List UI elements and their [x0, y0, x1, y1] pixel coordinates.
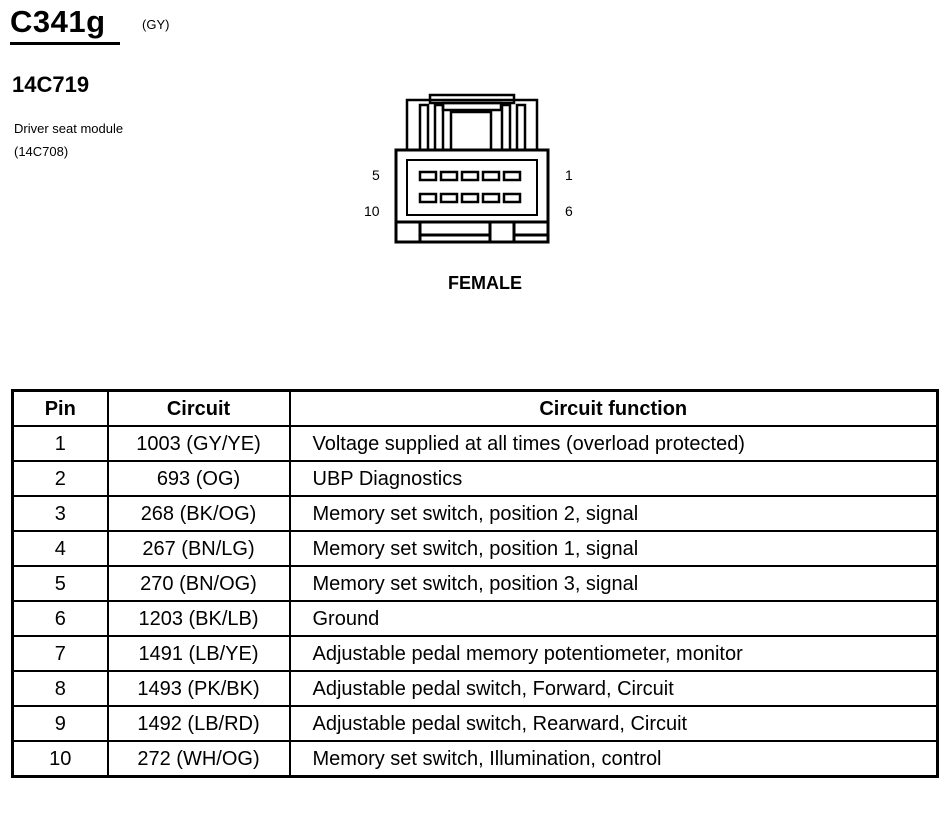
- circuit-id: 1492 (LB/RD): [108, 706, 290, 741]
- circuit-function: Memory set switch, position 3, signal: [290, 566, 938, 601]
- connector-gender-label: FEMALE: [448, 273, 522, 293]
- circuit-id: 1493 (PK/BK): [108, 671, 290, 706]
- table-row: [13, 636, 938, 671]
- circuit-function: Memory set switch, Illumination, control: [290, 741, 938, 777]
- table-row: [13, 426, 938, 461]
- pin-number: 8: [13, 671, 108, 706]
- circuit-function: Memory set switch, position 2, signal: [290, 496, 938, 531]
- circuit-function: Adjustable pedal memory potentiometer, monitor: [290, 636, 938, 671]
- pin-label-top-right: 1: [565, 167, 573, 183]
- pin-number: 7: [13, 636, 108, 671]
- pin-number: 4: [13, 531, 108, 566]
- table-row: [13, 496, 938, 531]
- pin-cavity: [504, 194, 520, 202]
- circuit-function: UBP Diagnostics: [290, 461, 938, 496]
- pin-cavity: [504, 172, 520, 180]
- header-pin: Pin: [13, 391, 108, 427]
- connector-id-underline: [10, 42, 120, 45]
- pin-cavity: [483, 172, 499, 180]
- pin-cavity: [483, 194, 499, 202]
- pin-cavity: [420, 172, 436, 180]
- circuit-id: 267 (BN/LG): [108, 531, 290, 566]
- table-row: [13, 671, 938, 706]
- circuit-function: Adjustable pedal switch, Forward, Circuit: [290, 671, 938, 706]
- table-row: [13, 461, 938, 496]
- pin-cavities: [420, 172, 520, 202]
- pin-cavity: [420, 194, 436, 202]
- module-name: Driver seat module: [14, 121, 124, 136]
- pin-label-bottom-right: 6: [565, 203, 573, 219]
- pin-number: 10: [13, 741, 108, 777]
- table-row: [13, 566, 938, 601]
- header-circuit: Circuit: [108, 391, 290, 427]
- connector-face-diagram: [350, 90, 600, 250]
- circuit-id: 693 (OG): [108, 461, 290, 496]
- table-row: [13, 601, 938, 636]
- circuit-function: Memory set switch, position 1, signal: [290, 531, 938, 566]
- circuit-function: Adjustable pedal switch, Rearward, Circuit: [290, 706, 938, 741]
- pin-label-top-left: 5: [372, 167, 380, 183]
- circuit-id: 272 (WH/OG): [108, 741, 290, 777]
- pin-assignment-table: [11, 389, 939, 778]
- pin-cavity: [462, 194, 478, 202]
- pin-number: 1: [13, 426, 108, 461]
- circuit-function: Voltage supplied at all times (overload protected): [290, 426, 938, 461]
- pin-label-bottom-left: 10: [364, 203, 380, 219]
- circuit-function: Ground: [290, 601, 938, 636]
- circuit-id: 270 (BN/OG): [108, 566, 290, 601]
- connector-id: C341g: [10, 4, 106, 39]
- connector-color: (GY): [142, 17, 170, 32]
- circuit-id: 268 (BK/OG): [108, 496, 290, 531]
- circuit-id: 1203 (BK/LB): [108, 601, 290, 636]
- part-number: 14C719: [12, 72, 90, 97]
- pin-number: 5: [13, 566, 108, 601]
- pin-cavity: [441, 194, 457, 202]
- pin-cavity: [441, 172, 457, 180]
- circuit-id: 1491 (LB/YE): [108, 636, 290, 671]
- pin-cavity: [462, 172, 478, 180]
- connector-latch: [407, 95, 537, 150]
- circuit-id: 1003 (GY/YE): [108, 426, 290, 461]
- table-row: [13, 706, 938, 741]
- header-circuit-function: Circuit function: [290, 391, 938, 427]
- table-row: [13, 531, 938, 566]
- table-header-row: [13, 391, 938, 427]
- table-row: [13, 741, 938, 777]
- pin-number: 6: [13, 601, 108, 636]
- pin-number: 3: [13, 496, 108, 531]
- pin-number: 9: [13, 706, 108, 741]
- pin-number: 2: [13, 461, 108, 496]
- module-part-number: (14C708): [14, 144, 69, 159]
